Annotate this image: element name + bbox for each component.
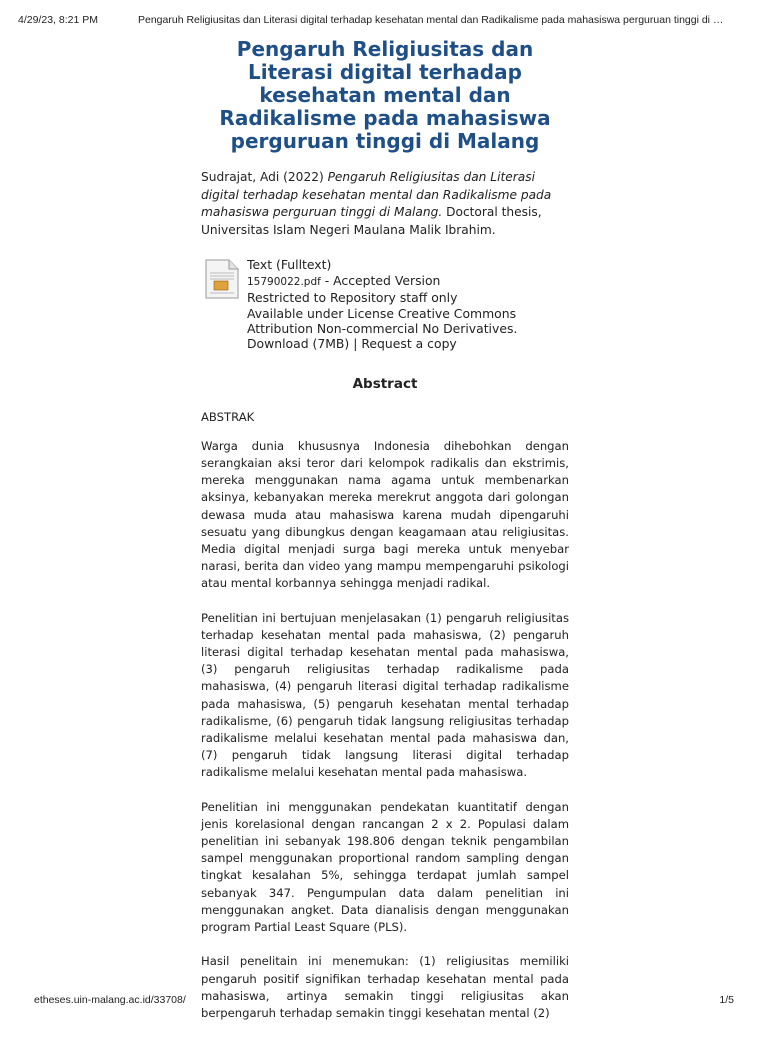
request-copy-link[interactable]: Request a copy (361, 336, 457, 352)
file-version: - Accepted Version (324, 272, 441, 288)
file-license: Available under License Creative Commons Attribution Non-commercial No Derivatives. (247, 305, 518, 336)
abstract-paragraph: Penelitian ini bertujuan menjelasakan (1) pengaruh religiusitas terhadap kesehatan mental pada mahasiswa, (2) pengaruh literasi digital terhadap kesehatan mental pada mahasiswa, (3) pengaruh religiusitas terhadap radikalisme pada mahasiswa, (4) pengaruh literasi digital terhadap radikalisme pada mahasiswa, (5) pengaruh kesehatan mental terhadap radikalisme, (6) pengaruh tidak langsung religiusitas terhadap radikalisme melalui kesehatan mental pada mahasiswa dan, (7) pengaruh tidak langsung literasi digital terhadap radikalisme melalui kesehatan mental pada mahasiswa. (201, 610, 569, 780)
print-page-number: 1/5 (719, 994, 734, 1006)
download-link[interactable]: Download (7MB) (247, 336, 350, 352)
print-footer (34, 994, 734, 1006)
print-header (18, 14, 750, 26)
action-separator: | (353, 336, 358, 352)
main-content (201, 38, 569, 1039)
print-page-title: Pengaruh Religiusitas dan Literasi digital terhadap kesehatan mental dan Radikalisme pada mahasiswa perguruan tinggi di … (138, 14, 724, 26)
citation-authors: Sudrajat, Adi (2022) (201, 170, 324, 184)
citation-thesis-info: Doctoral thesis, Universitas Islam Negeri Maulana Malik Ibrahim. (201, 205, 542, 237)
file-info (247, 257, 569, 351)
abstract-paragraph: Warga dunia khususnya Indonesia dihebohkan dengan serangkaian aksi teror dari kelompok radikalis dan ekstrimis, mereka menggunakan nama agama untuk membenarkan aksinya, kebanyakan mereka merekrut anggota dari golongan dewasa muda atau mahasiswa karena mudah dipengaruhi sesuatu yang dibungkus dengan keagamaan atau religiusitas. Media digital menjadi surga bagi mereka untuk menyebar narasi, berita dan video yang mampu mempengaruhi psikologi atau mental korbannya sehingga menjadi radikal. (201, 438, 569, 591)
abstract-heading: Abstract (352, 375, 418, 392)
file-actions (247, 336, 569, 351)
print-timestamp: 4/29/23, 8:21 PM (18, 14, 98, 26)
file-link[interactable]: 15790022.pdf (247, 275, 321, 288)
file-name-line (247, 273, 569, 290)
abstrak-label: ABSTRAK (201, 409, 255, 424)
abstract-paragraph: Hasil penelitain ini menemukan: (1) religiusitas memiliki pengaruh positif signifikan terhadap kesehatan mental pada mahasiswa, artinya semakin tinggi religiusitas akan berpengaruh terhadap semakin tinggi kesehatan mental (2) (201, 954, 569, 1020)
abstract-paragraph: Penelitian ini menggunakan pendekatan kuantitatif dengan jenis korelasional dengan rancangan 2 x 2. Populasi dalam penelitian ini sebanyak 198.806 dengan teknik pengambilan sampel menggunakan proportional random sampling dengan tingkat kesalahan 5%, sehingga terdapat jumlah sampel sebanyak 347. Pengumpulan data dalam penelitian ini menggunakan angket. Data dianalisis dengan menggunakan program Partial Least Square (PLS). (201, 799, 569, 935)
citation-title: Pengaruh Religiusitas dan Literasi digital terhadap kesehatan mental dan Radikalisme pada mahasiswa perguruan tinggi di Malang. (201, 170, 552, 220)
file-type: Text (Fulltext) (247, 257, 332, 273)
file-access: Restricted to Repository staff only (247, 290, 458, 306)
document-icon[interactable] (205, 259, 239, 299)
citation (201, 169, 569, 239)
file-block (201, 257, 569, 351)
print-url: etheses.uin-malang.ac.id/33708/ (34, 994, 186, 1006)
page-title: Pengaruh Religiusitas dan Literasi digital terhadap kesehatan mental dan Radikalisme pada mahasiswa perguruan tinggi di Malang (219, 37, 551, 153)
